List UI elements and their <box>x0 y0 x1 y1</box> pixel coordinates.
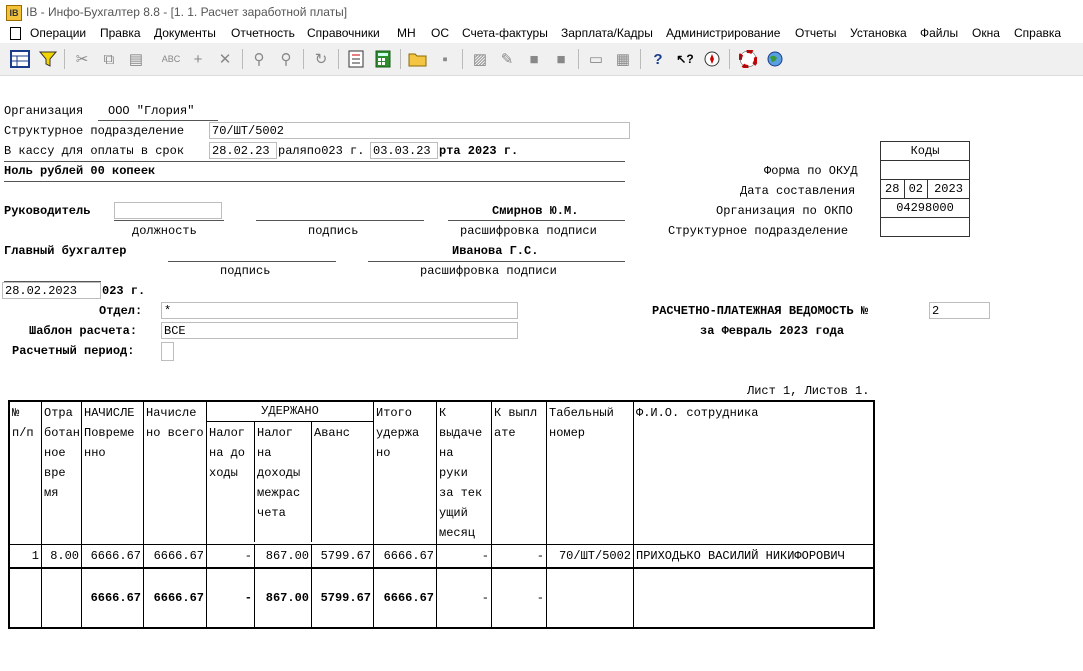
template-label: Шаблон расчета: <box>29 324 138 338</box>
col-total-withheld-header: Итого удержа но <box>374 401 437 545</box>
menu-operations[interactable]: Операции <box>30 26 87 40</box>
add-icon[interactable]: + <box>193 50 203 68</box>
row-num: 1 <box>9 545 42 569</box>
whats-this-icon[interactable]: ↖? <box>676 52 694 66</box>
total-withheld: 6666.67 <box>374 568 437 628</box>
row-total-accrued: 6666.67 <box>144 545 207 569</box>
print-icon[interactable]: ▭ <box>588 51 604 68</box>
dept-field[interactable]: 70/ШТ/5002 <box>209 122 630 139</box>
statement-title: РАСЧЕТНО-ПЛАТЕЖНАЯ ВЕДОМОСТЬ № <box>652 304 869 318</box>
doc-date-field[interactable]: 28.02.2023 <box>2 282 101 299</box>
row-to-pay: - <box>437 545 492 569</box>
row-time: 6666.67 <box>82 545 144 569</box>
period-field[interactable] <box>161 342 174 361</box>
cash-mid-text: раляпо023 г. <box>278 144 365 158</box>
grid-icon[interactable] <box>9 48 31 70</box>
total-accrued: 6666.67 <box>144 568 207 628</box>
head-position-caption: должность <box>132 224 197 238</box>
menu-administration[interactable]: Администрирование <box>666 26 781 40</box>
date-made-label: Дата составления <box>740 184 856 198</box>
table-row[interactable] <box>9 545 874 569</box>
col-tab-header: Табельный номер <box>547 401 634 545</box>
globe-icon[interactable] <box>764 48 786 70</box>
document-system-icon[interactable] <box>10 27 21 40</box>
head-name: Смирнов Ю.М. <box>492 204 579 218</box>
total-to-pay: - <box>437 568 492 628</box>
pin-icon[interactable]: ⚲ <box>253 51 265 68</box>
cut-icon[interactable]: ✂ <box>75 51 89 68</box>
block2-icon[interactable]: ■ <box>556 50 566 68</box>
chief-decode-caption: расшифровка подписи <box>420 264 557 278</box>
date-month: 02 <box>904 180 928 199</box>
codes-header: Коды <box>881 142 970 161</box>
otdel-label: Отдел: <box>99 304 143 318</box>
org-label: Организация <box>4 104 84 118</box>
pin-multi-icon[interactable]: ⚲ <box>280 51 292 68</box>
refresh-icon[interactable]: ↻ <box>314 51 328 68</box>
row-advance: 5799.67 <box>320 549 371 563</box>
date-day: 28 <box>881 180 905 199</box>
dept-label: Структурное подразделение <box>4 124 185 138</box>
head-label: Руководитель <box>4 204 91 218</box>
total-withheld-group <box>207 568 374 628</box>
window-title: IB - Инфо-Бухгалтер 8.8 - [1. 1. Расчет заработной платы] <box>26 5 348 19</box>
menu-invoices[interactable]: Счета-фактуры <box>462 26 548 40</box>
col-advance-header: Аванс <box>314 426 351 440</box>
withheld-header: УДЕРЖАНО <box>207 402 373 422</box>
write-icon[interactable]: ✎ <box>500 51 514 68</box>
otdel-field[interactable]: * <box>161 302 518 319</box>
row-tab: 70/ШТ/5002 <box>547 545 634 569</box>
col-to-pay-header: К выдаче на руки за тек ущий месяц <box>437 401 492 545</box>
menu-windows[interactable]: Окна <box>972 26 1000 40</box>
copy-icon[interactable]: ⧉ <box>103 50 115 68</box>
okpo-label: Организация по ОКПО <box>716 204 853 218</box>
sheet-count: Лист 1, Листов 1. <box>747 384 870 398</box>
total-advance: 5799.67 <box>320 591 371 605</box>
menu-bar <box>0 24 1083 43</box>
cash-date-to-field[interactable]: 03.03.23 <box>370 142 438 159</box>
menu-files[interactable]: Файлы <box>920 26 959 40</box>
toolbar <box>0 43 1083 76</box>
block-icon[interactable]: ■ <box>529 50 539 68</box>
spell-icon[interactable]: ABC <box>161 54 181 64</box>
menu-mn[interactable]: МН <box>397 26 416 40</box>
menu-reporting[interactable]: Отчетность <box>231 26 295 40</box>
okud-value <box>881 161 970 180</box>
chief-sign-caption: подпись <box>220 264 271 278</box>
row-worked: 8.00 <box>42 545 82 569</box>
preview-icon[interactable]: ▦ <box>615 51 631 68</box>
cash-date-from-field[interactable]: 28.02.23 <box>209 142 277 159</box>
filter-icon[interactable] <box>37 48 59 70</box>
head-position-field[interactable] <box>114 202 222 219</box>
okpo-value: 04298000 <box>881 199 970 218</box>
paste-icon[interactable]: ▤ <box>128 51 144 68</box>
app-icon: IB <box>6 5 22 21</box>
menu-help[interactable]: Справка <box>1014 26 1062 40</box>
total-paid: - <box>492 568 547 628</box>
struct-code-label: Структурное подразделение <box>668 224 849 238</box>
lifebuoy-icon[interactable] <box>737 48 759 70</box>
col-fio-header: Ф.И.О. сотрудника <box>634 401 875 545</box>
col-tax-inter-header: Налог на доходы межрас чета <box>255 422 312 542</box>
total-time: 6666.67 <box>82 568 144 628</box>
okud-label: Форма по ОКУД <box>764 164 858 178</box>
col-num-header: № п/п <box>9 401 42 545</box>
menu-references[interactable]: Справочники <box>307 26 380 40</box>
statement-number-field[interactable]: 2 <box>929 302 990 319</box>
total-tax-inter: 867.00 <box>255 569 312 627</box>
export-icon[interactable] <box>345 48 367 70</box>
head-sign-caption: подпись <box>308 224 359 238</box>
menu-documents[interactable]: Документы <box>154 26 216 40</box>
payroll-table <box>8 400 875 629</box>
menu-install[interactable]: Установка <box>850 26 907 40</box>
col-tax-header: Налог на до ходы <box>207 422 255 542</box>
struct-code-value <box>881 218 970 237</box>
col-time-header: НАЧИСЛЕ Повреме нно <box>82 401 144 545</box>
compass-icon[interactable] <box>701 48 723 70</box>
row-fio: ПРИХОДЬКО ВАСИЛИЙ НИКИФОРОВИЧ <box>634 545 875 569</box>
doc-date-tail: 023 г. <box>102 284 146 298</box>
org-value: ООО "Глория" <box>108 104 195 118</box>
codes-table <box>880 141 970 237</box>
help-icon[interactable]: ? <box>653 50 663 68</box>
col-total-accrued-header: Начисле но всего <box>144 401 207 545</box>
date-year: 2023 <box>928 180 970 199</box>
cash-tail-text: рта 2023 г. <box>439 144 519 158</box>
open-folder-icon[interactable] <box>407 48 429 70</box>
row-paid: - <box>492 545 547 569</box>
calculator-icon[interactable] <box>372 48 394 70</box>
row-withheld-group <box>207 545 374 569</box>
save-icon[interactable]: ▪ <box>442 50 448 68</box>
row-tax-inter: 867.00 <box>255 545 312 567</box>
delete-icon[interactable]: ✕ <box>218 51 232 68</box>
col-worked-header: Отра ботан ное вре мя <box>42 401 82 545</box>
statement-period: за Февраль 2023 года <box>700 324 845 338</box>
head-decode-caption: расшифровка подписи <box>460 224 597 238</box>
amount-in-words: Ноль рублей 00 копеек <box>4 164 156 178</box>
chief-name: Иванова Г.С. <box>452 244 539 258</box>
title-bar <box>0 0 1083 24</box>
row-total-withheld: 6666.67 <box>374 545 437 569</box>
menu-os[interactable]: ОС <box>431 26 449 40</box>
col-withheld-group <box>207 401 374 545</box>
total-tax: - <box>207 569 255 627</box>
cash-label: В кассу для оплаты в срок <box>4 144 185 158</box>
menu-salary[interactable]: Зарплата/Кадры <box>561 26 653 40</box>
totals-row <box>9 568 874 628</box>
menu-reports[interactable]: Отчеты <box>795 26 837 40</box>
period-label: Расчетный период: <box>12 344 135 358</box>
menu-edit[interactable]: Правка <box>100 26 141 40</box>
image-icon[interactable]: ▨ <box>472 51 488 68</box>
chief-label: Главный бухгалтер <box>4 244 127 258</box>
row-tax: - <box>207 545 255 567</box>
col-paid-header: К выпл ате <box>492 401 547 545</box>
template-field[interactable]: ВСЕ <box>161 322 518 339</box>
